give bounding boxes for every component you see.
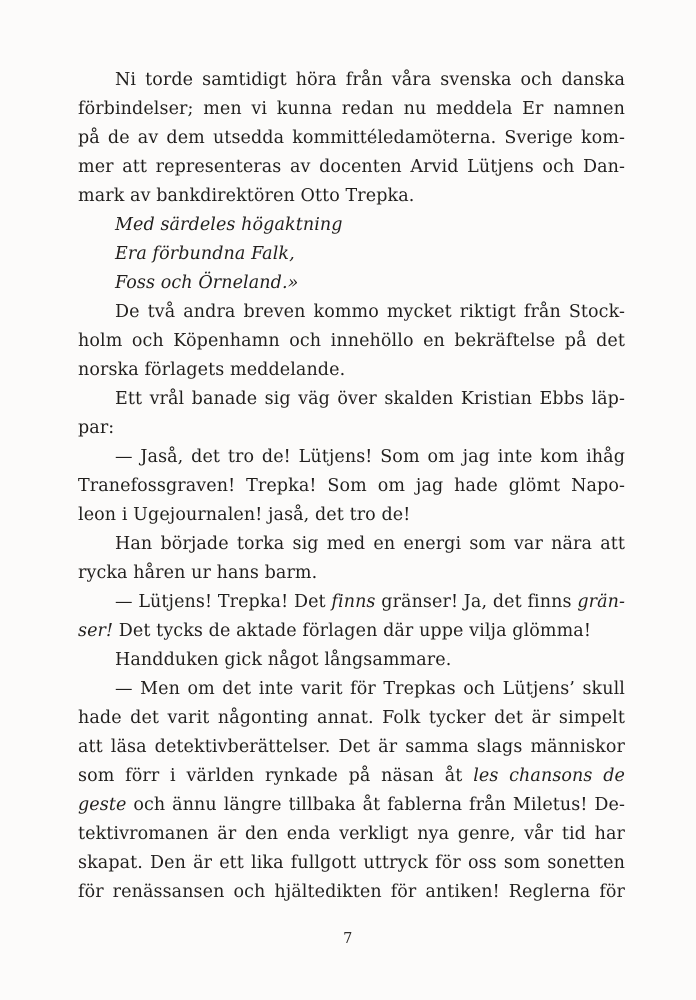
text-run: — Jaså, det tro de! Lütjens! Som om jag inte kom ihåg [115,447,625,467]
text-run: hade det varit någonting annat. Folk tycker det är simpelt [78,708,625,728]
text-run: mer att representeras av docenten Arvid Lütjens och Dan- [78,157,625,177]
text-line [78,849,625,878]
text-run: Han började torka sig med en energi som var nära att [115,534,625,554]
text-line [78,501,625,530]
italic-text-run: Foss och Örneland.» [115,273,299,293]
text-run: förbindelser; men vi kunna redan nu meddela Er namnen [78,99,625,119]
text-line [78,588,625,617]
text-line [78,414,625,443]
text-line [78,472,625,501]
text-run: Tranefossgraven! Trepka! Som om jag hade glömt Napo- [78,476,625,496]
text-run: — Men om det inte varit för Trepkas och Lütjens’ skull [115,679,625,699]
dialogue-paragraph [78,443,625,530]
text-run: leon i Ugejournalen! jaså, det tro de! [78,505,411,525]
narrative-paragraph [78,646,625,675]
text-run: Handduken gick något långsammare. [115,650,452,670]
text-run: De två andra breven kommo mycket riktigt från Stock- [115,302,625,322]
text-line [78,733,625,762]
text-line [78,240,625,269]
text-line [78,443,625,472]
text-run: gränser! Ja, det finns [375,592,578,612]
text-line [78,675,625,704]
text-line [78,327,625,356]
text-block [78,66,625,907]
italic-text-run: finns [331,592,376,612]
letter-signature-paragraph [78,211,625,298]
narrative-paragraph [78,530,625,588]
text-line [78,646,625,675]
text-line [78,878,625,907]
text-line [78,182,625,211]
text-line [78,153,625,182]
italic-text-run: geste [78,795,127,815]
dialogue-paragraph [78,675,625,907]
text-run: holm och Köpenhamn och innehöllo en bekräftelse på det [78,331,625,351]
text-run: Ett vrål banade sig väg över skalden Kristian Ebbs läp- [115,389,625,409]
italic-text-run: grän- [577,592,625,612]
text-run: och ännu längre tillbaka åt fablerna från Miletus! De- [126,795,625,815]
text-run: tektivromanen är den enda verkligt nya genre, vår tid har [78,824,625,844]
italic-text-run: Era förbundna Falk, [115,244,295,264]
text-line [78,298,625,327]
text-run: Det tycks de aktade förlagen där uppe vilja glömma! [113,621,591,641]
text-run: norska förlagets meddelande. [78,360,346,380]
text-line [78,385,625,414]
text-line [78,95,625,124]
letter-body-paragraph [78,66,625,211]
text-line [78,704,625,733]
text-line [78,617,625,646]
text-line [78,530,625,559]
text-run: — Lütjens! Trepka! Det [115,592,332,612]
text-line [78,762,625,791]
text-run: skapat. Den är ett lika fullgott uttryck för oss som sonetten [78,853,625,873]
text-line [78,124,625,153]
text-line [78,820,625,849]
italic-text-run: Med särdeles högaktning [115,215,343,235]
page-footer [0,928,696,947]
text-run: för renässansen och hjältedikten för antiken! Reglerna för [78,882,625,902]
narrative-paragraph [78,385,625,443]
text-run: att läsa detektivberättelser. Det är samma slags människor [78,737,625,757]
italic-text-run: les chansons de [473,766,625,786]
text-run: som förr i världen rynkade på näsan åt [78,766,474,786]
text-line [78,66,625,95]
text-run: rycka håren ur hans barm. [78,563,318,583]
text-line [78,211,625,240]
text-run: par: [78,418,115,438]
text-line [78,269,625,298]
text-line [78,559,625,588]
text-run: Ni torde samtidigt höra från våra svenska och danska [115,70,625,90]
narrative-paragraph [78,298,625,385]
italic-text-run: ser! [78,621,114,641]
text-line [78,791,625,820]
text-run: mark av bankdirektören Otto Trepka. [78,186,415,206]
text-run: på de av dem utsedda kommittéledamöterna. Sverige kom- [78,128,625,148]
text-line [78,356,625,385]
dialogue-paragraph [78,588,625,646]
page-number: 7 [343,931,353,947]
